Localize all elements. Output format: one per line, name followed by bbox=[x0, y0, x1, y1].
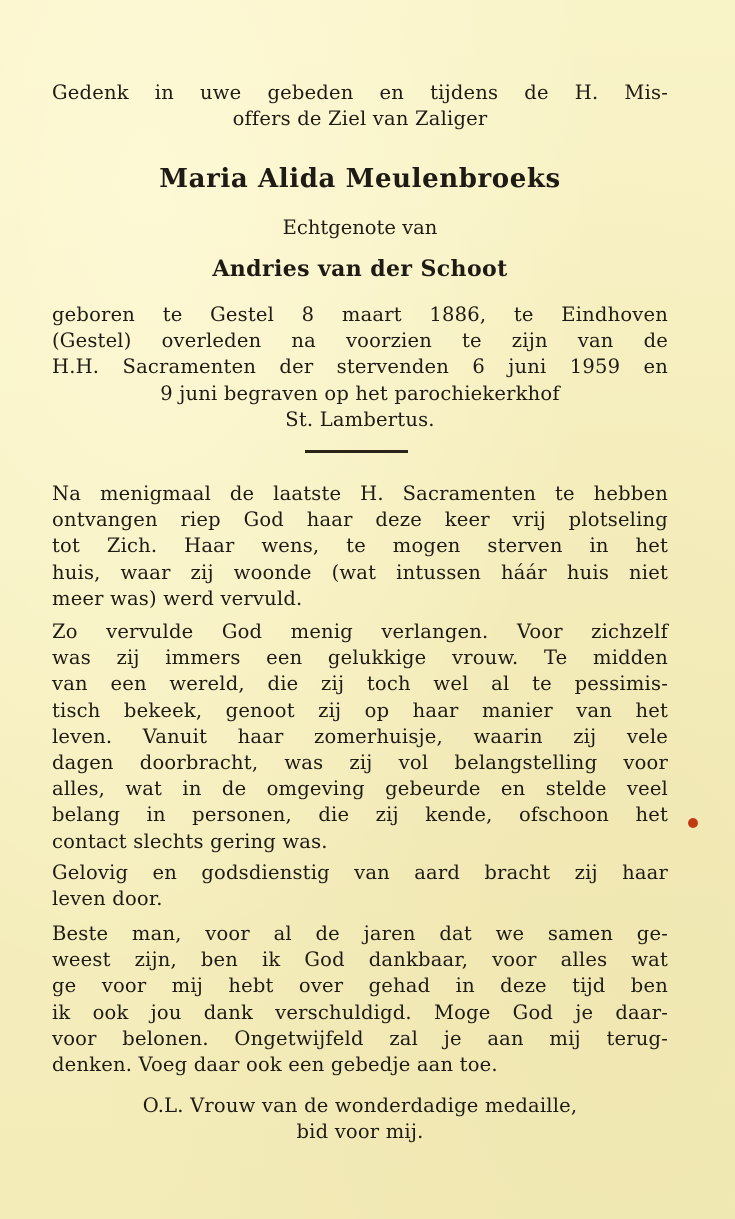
divider-rule bbox=[305, 450, 408, 453]
dates-line: St. Lambertus. bbox=[285, 407, 435, 431]
paragraph-line: ik ook jou dank verschuldigd. Moge God je daar- bbox=[52, 1000, 668, 1024]
dates-line: 9 juni begraven op het parochiekerkhof bbox=[160, 381, 560, 405]
dates-line: (Gestel) overleden na voorzien te zijn van de bbox=[52, 329, 668, 353]
paragraph-line: weest zijn, ben ik God dankbaar, voor alles wat bbox=[52, 948, 668, 972]
closing-prayer bbox=[52, 1093, 668, 1145]
closing-line: bid voor mij. bbox=[296, 1120, 424, 1144]
paragraph-line: Zo vervulde God menig verlangen. Voor zichzelf bbox=[52, 620, 668, 643]
paragraph-line: ge voor mij hebt over gehad in deze tijd ben bbox=[52, 974, 668, 998]
closing-line: O.L. Vrouw van de wonderdadige medaille, bbox=[142, 1094, 578, 1117]
paragraph-2 bbox=[52, 619, 668, 855]
paragraph-line: dagen doorbracht, was zij vol belangstelling voor bbox=[52, 751, 668, 775]
paragraph-3 bbox=[52, 860, 668, 912]
paragraph-4 bbox=[52, 921, 668, 1078]
paragraph-line: contact slechts gering was. bbox=[52, 829, 328, 853]
paragraph-line: belang in personen, die zij kende, ofschoon het bbox=[52, 803, 668, 827]
paragraph-line: alles, wat in de omgeving gebeurde en stelde veel bbox=[52, 777, 668, 801]
paragraph-1 bbox=[52, 481, 668, 612]
intro-line: offers de Ziel van Zaliger bbox=[232, 107, 488, 131]
paragraph-line: Na menigmaal de laatste H. Sacramenten te hebben bbox=[52, 482, 668, 505]
dates-line: H.H. Sacramenten der stervenden 6 juni 1959 en bbox=[52, 355, 668, 379]
intro-text bbox=[52, 80, 668, 132]
ink-spot bbox=[688, 818, 698, 828]
paragraph-line: Gelovig en godsdienstig van aard bracht zij haar bbox=[52, 861, 668, 884]
dates-text bbox=[52, 302, 668, 433]
spouse-name: Andries van der Schoot bbox=[212, 256, 508, 282]
paragraph-line: leven door. bbox=[52, 887, 163, 911]
paragraph-line: huis, waar zij woonde (wat intussen háár huis niet bbox=[52, 560, 668, 584]
deceased-name: Maria Alida Meulenbroeks bbox=[159, 164, 561, 194]
paragraph-line: was zij immers een gelukkige vrouw. Te midden bbox=[52, 646, 668, 670]
paragraph-line: tisch bekeek, genoot zij op haar manier van het bbox=[52, 698, 668, 722]
paragraph-line: Beste man, voor al de jaren dat we samen ge- bbox=[52, 922, 668, 945]
paragraph-line: denken. Voeg daar ook een gebedje aan toe. bbox=[52, 1053, 498, 1077]
paragraph-line: meer was) werd vervuld. bbox=[52, 586, 303, 610]
relation-label: Echtgenote van bbox=[282, 216, 438, 239]
paragraph-line: leven. Vanuit haar zomerhuisje, waarin zij vele bbox=[52, 724, 668, 748]
paragraph-line: ontvangen riep God haar deze keer vrij plotseling bbox=[52, 508, 668, 532]
paragraph-line: tot Zich. Haar wens, te mogen sterven in het bbox=[52, 534, 668, 558]
paragraph-line: voor belonen. Ongetwijfeld zal je aan mij terug- bbox=[52, 1026, 668, 1050]
paragraph-line: van een wereld, die zij toch wel al te pessimis- bbox=[52, 672, 668, 696]
dates-line: geboren te Gestel 8 maart 1886, te Eindhoven bbox=[52, 303, 668, 326]
intro-line: Gedenk in uwe gebeden en tijdens de H. Mis- bbox=[52, 81, 668, 104]
